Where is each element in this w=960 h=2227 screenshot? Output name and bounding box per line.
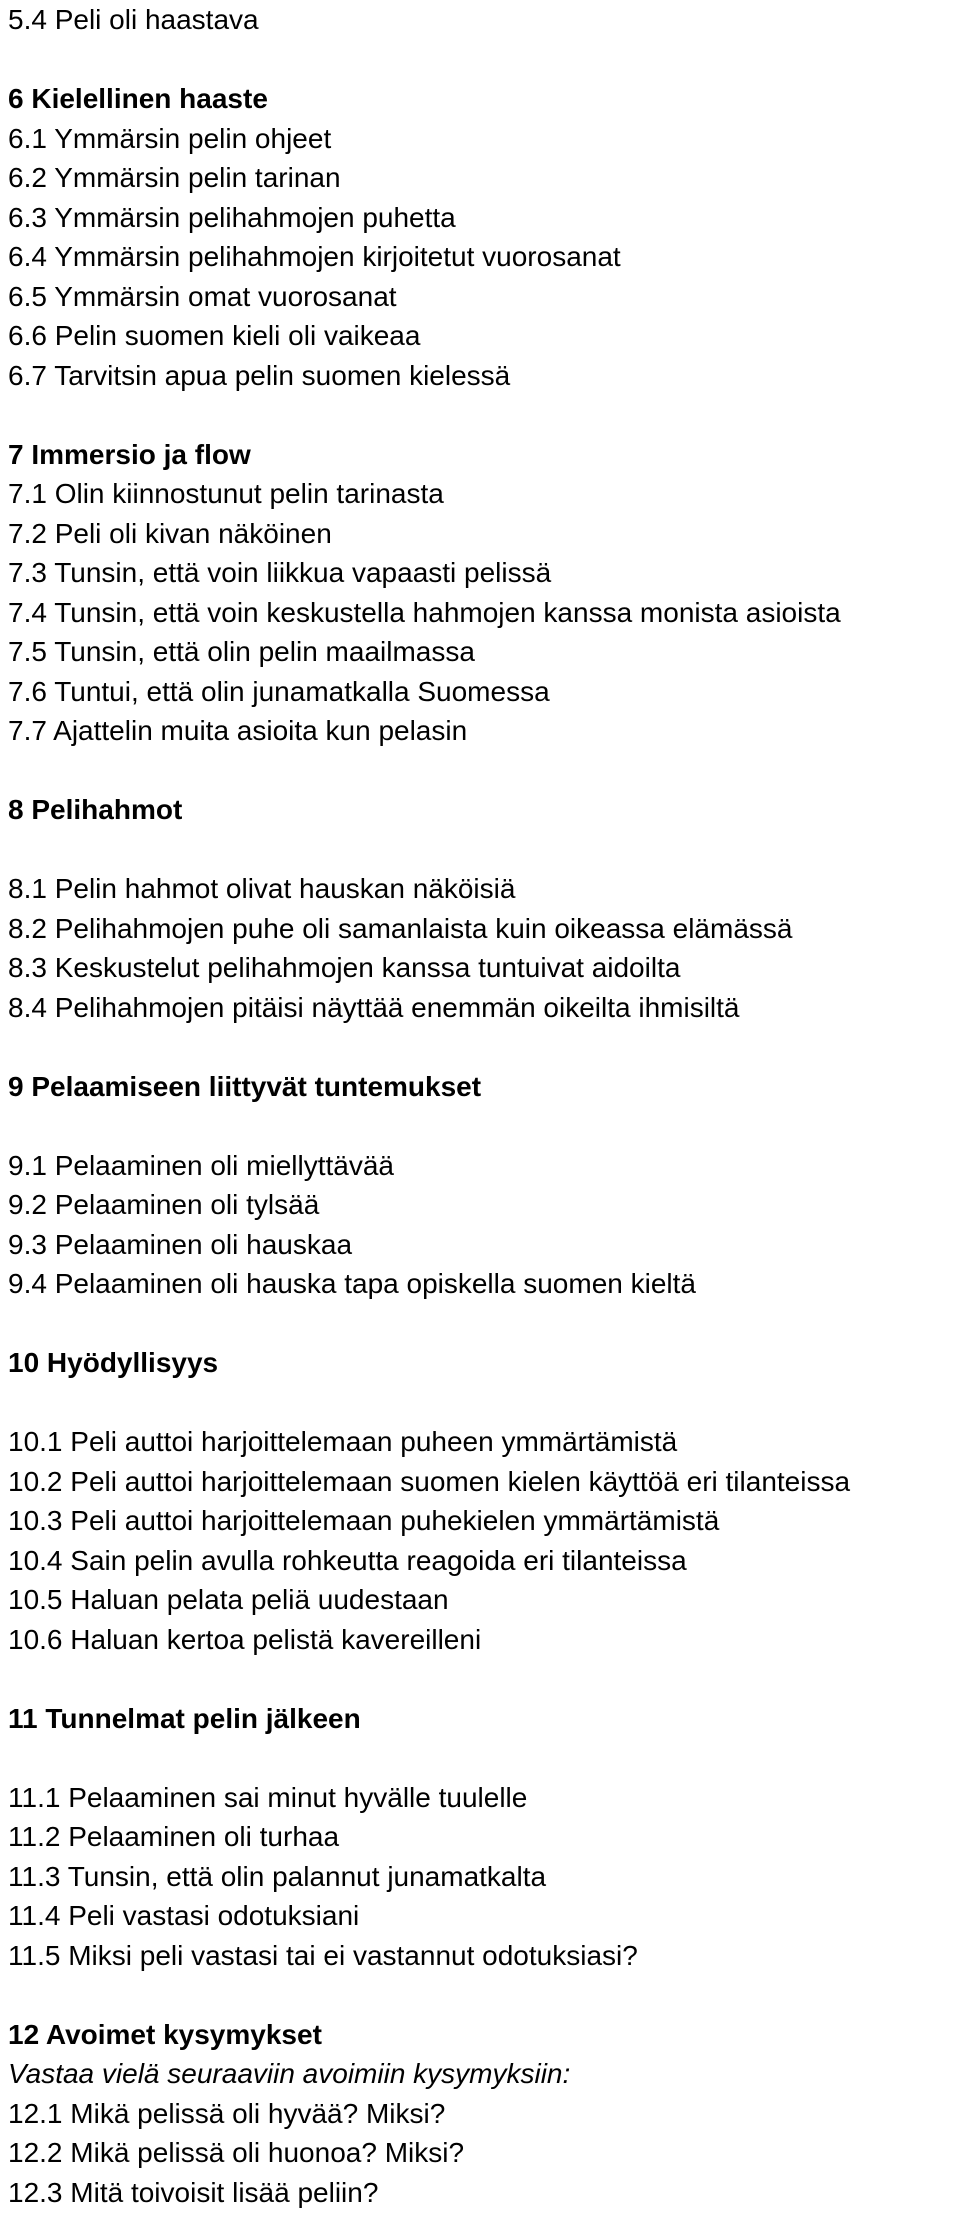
question-item: 10.1 Peli auttoi harjoittelemaan puheen ymmärtämistä (8, 1426, 678, 1457)
section-spacer (8, 40, 948, 80)
heading-spacer (8, 830, 948, 870)
question-item: 6.2 Ymmärsin pelin tarinan (8, 162, 341, 193)
question-item: 9.3 Pelaaminen oli hauskaa (8, 1228, 353, 1260)
section-6 (8, 79, 948, 395)
question-item: 7.2 Peli oli kivan näköinen (8, 517, 332, 549)
section-heading: 10 Hyödyllisyys (8, 1347, 219, 1378)
question-item: 8.3 Keskustelut pelihahmojen kanssa tuntuivat aidoilta (8, 952, 681, 983)
question-item: 9.2 Pelaaminen oli tylsää (8, 1189, 320, 1220)
question-item: 11.5 Miksi peli vastasi tai ei vastannut odotuksiasi? (8, 1939, 638, 1971)
section-heading: 6 Kielellinen haaste (8, 83, 268, 114)
question-item: 10.2 Peli auttoi harjoittelemaan suomen kielen käyttöä eri tilanteissa (8, 1465, 851, 1497)
section-10 (8, 1343, 948, 1659)
question-item: 10.4 Sain pelin avulla rohkeutta reagoida eri tilanteissa (8, 1544, 687, 1576)
question-item: 6.7 Tarvitsin apua pelin suomen kielessä (8, 359, 511, 391)
question-item: 11.4 Peli vastasi odotuksiani (8, 1900, 360, 1931)
question-item: 7.7 Ajattelin muita asioita kun pelasin (8, 715, 468, 746)
question-item: 12.3 Mitä toivoisit lisää peliin? (8, 2176, 379, 2208)
question-item: 8.1 Pelin hahmot olivat hauskan näköisiä (8, 873, 516, 904)
question-item: 7.1 Olin kiinnostunut pelin tarinasta (8, 478, 444, 509)
question-item: 6.3 Ymmärsin pelihahmojen puhetta (8, 201, 456, 233)
heading-spacer (8, 1738, 948, 1778)
section-spacer (8, 1304, 948, 1344)
section-12 (8, 2015, 948, 2213)
question-item: 8.2 Pelihahmojen puhe oli samanlaista kuin oikeassa elämässä (8, 912, 793, 944)
section-heading: 7 Immersio ja flow (8, 438, 251, 470)
question-item: 6.6 Pelin suomen kieli oli vaikeaa (8, 320, 421, 351)
question-item: 11.1 Pelaaminen sai minut hyvälle tuulelle (8, 1781, 528, 1813)
heading-spacer (8, 1383, 948, 1423)
question-item: 6.4 Ymmärsin pelihahmojen kirjoitetut vuorosanat (8, 241, 621, 272)
question-item: 12.2 Mikä pelissä oli huonoa? Miksi? (8, 2137, 465, 2168)
section-9 (8, 1067, 948, 1304)
section-7 (8, 435, 948, 751)
question-item: 11.2 Pelaaminen oli turhaa (8, 1821, 340, 1852)
question-item: 6.5 Ymmärsin omat vuorosanat (8, 280, 397, 312)
questionnaire-document (8, 0, 948, 2212)
question-item: 6.1 Ymmärsin pelin ohjeet (8, 122, 332, 154)
section-spacer (8, 395, 948, 435)
question-item: 7.3 Tunsin, että voin liikkua vapaasti pelissä (8, 557, 552, 588)
question-item: 9.1 Pelaaminen oli miellyttävää (8, 1149, 394, 1181)
section-heading: 12 Avoimet kysymykset (8, 2018, 322, 2050)
question-item: 10.3 Peli auttoi harjoittelemaan puhekielen ymmärtämistä (8, 1505, 720, 1536)
question-item: 7.6 Tuntui, että olin junamatkalla Suomessa (8, 675, 550, 707)
section-spacer (8, 751, 948, 791)
question-item: 9.4 Pelaaminen oli hauska tapa opiskella suomen kieltä (8, 1268, 696, 1299)
question-item: 5.4 Peli oli haastava (8, 4, 259, 35)
section-spacer (8, 1975, 948, 2015)
section-heading: 9 Pelaamiseen liittyvät tuntemukset (8, 1070, 482, 1102)
section-intro: Vastaa vielä seuraaviin avoimiin kysymyksiin: (8, 2058, 571, 2089)
section-11 (8, 1699, 948, 1976)
question-item: 7.4 Tunsin, että voin keskustella hahmojen kanssa monista asioista (8, 596, 841, 628)
question-item: 7.5 Tunsin, että olin pelin maailmassa (8, 636, 475, 667)
section-8 (8, 790, 948, 1027)
question-item: 11.3 Tunsin, että olin palannut junamatkalta (8, 1860, 547, 1892)
question-item: 8.4 Pelihahmojen pitäisi näyttää enemmän oikeilta ihmisiltä (8, 991, 740, 1023)
question-item: 12.1 Mikä pelissä oli hyvää? Miksi? (8, 2097, 446, 2129)
question-item: 10.6 Haluan kertoa pelistä kavereilleni (8, 1623, 482, 1655)
section-spacer (8, 1027, 948, 1067)
heading-spacer (8, 1106, 948, 1146)
section-heading: 8 Pelihahmot (8, 794, 183, 825)
question-item: 10.5 Haluan pelata peliä uudestaan (8, 1584, 449, 1615)
section-spacer (8, 1659, 948, 1699)
section-heading: 11 Tunnelmat pelin jälkeen (8, 1702, 361, 1734)
